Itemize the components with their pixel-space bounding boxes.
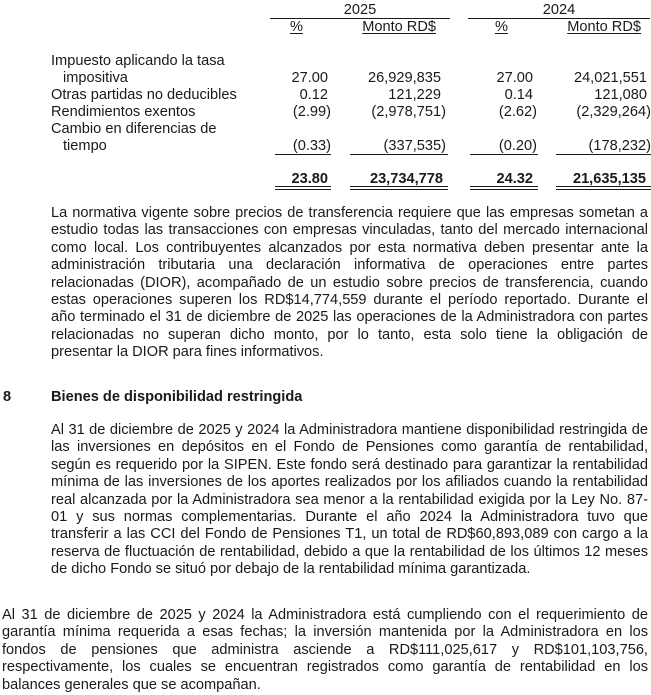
cell-amount-2024: 121,080 (594, 87, 647, 103)
cell-amount-2025: (2,978,751) (371, 104, 446, 120)
total-rule (556, 186, 651, 187)
cell-pct-2025: 0.12 (299, 87, 328, 103)
total-rule (275, 189, 331, 190)
total-pct-2024: 24.32 (496, 171, 533, 187)
col-header-amount-2024: Monto RD$ (567, 19, 641, 35)
cell-amount-2024: 24,021,551 (573, 70, 647, 86)
row-label: Otras partidas no deducibles (51, 87, 237, 103)
subtotal-rule (350, 154, 448, 155)
year-header-2025: 2025 (343, 2, 377, 18)
cell-pct-2025: 27.00 (291, 70, 328, 86)
year-header-2024: 2024 (542, 2, 576, 18)
cell-pct-2025: (0.33) (292, 138, 331, 154)
restricted-assets-paragraph: Al 31 de diciembre de 2025 y 2024 la Administradora mantiene disponibilidad restringida de las inversiones en depósitos en el Fondo de Pensiones como garantía de rentabilidad, según es requerido por la SIPEN. Este fondo será destinado para garantizar la rentabilidad mínima de las inversiones de los aportes realizados por los afiliados cuando la rentabilidad real alcanzada por la Administradora sea menor a la rentabilidad exigida por la Ley No. 87-01 y sus normas complementarias. Durante el año 2024 la Administradora tuvo que transferir a las CCI del Fondo de Pensiones T1, un total de RD$60,893,089 con cargo a la reserva de fluctuación de rentabilidad, debido a que la rentabilidad de los últimos 12 meses de dicho Fondo se situó por debajo de la rentabilidad mínima garantizada. (51, 422, 648, 578)
cell-pct-2024: 27.00 (496, 70, 533, 86)
total-amount-2024: 21,635,135 (572, 171, 646, 187)
cell-amount-2024: (2,329,264) (576, 104, 651, 120)
total-amount-2025: 23,734,778 (369, 171, 443, 187)
subtotal-rule (470, 154, 538, 155)
minimum-guarantee-paragraph: Al 31 de diciembre de 2025 y 2024 la Administradora está cumpliendo con el requerimiento de garantía mínima requerida a esas fechas; la inversión mantenida por la Administradora en los fondos de pensiones que administra asciende a RD$111,025,617 y RD$101,103,756, respectivamente, los cuales se encuentran registrados como garantía de rentabilidad en los balances generales que se acompañan. (2, 607, 648, 693)
cell-pct-2024: 0.14 (504, 87, 533, 103)
section-title: Bienes de disponibilidad restringida (51, 389, 303, 405)
total-rule (470, 189, 538, 190)
col-header-amount-2025: Monto RD$ (362, 19, 436, 35)
cell-amount-2024: (178,232) (588, 138, 651, 154)
row-label: Rendimientos exentos (51, 104, 196, 120)
row-label-cont: tiempo (63, 138, 107, 154)
total-rule (350, 186, 448, 187)
subtotal-rule (275, 154, 331, 155)
row-label-cont: impositiva (63, 70, 128, 86)
subtotal-rule (556, 154, 651, 155)
cell-amount-2025: (337,535) (383, 138, 446, 154)
total-rule (556, 189, 651, 190)
col-header-pct-2025: % (290, 19, 303, 35)
cell-amount-2025: 26,929,835 (367, 70, 441, 86)
section-number: 8 (3, 389, 12, 405)
cell-pct-2024: (2.62) (498, 104, 537, 120)
transfer-pricing-paragraph: La normativa vigente sobre precios de transferencia requiere que las empresas sometan a estudio todas las transacciones con empresas vinculadas, tanto del mercado internacional como local. Los contribuyentes alcanzados por esta normativa deben presentar ante la administración tributaria una declaración informativa de operaciones entre partes relacionadas (DIOR), acompañado de un estudio sobre precios de transferencia, cuando estas operaciones superen los RD$14,774,559 durante el período reportado. Durante el año terminado el 31 de diciembre de 2025 las operaciones de la Administradora con partes relacionadas no superan dicho monto, por lo tanto, esta solo tiene la obligación de presentar la DIOR para fines informativos. (51, 205, 648, 361)
cell-pct-2025: (2.99) (292, 104, 331, 120)
total-rule (470, 186, 538, 187)
cell-pct-2024: (0.20) (498, 138, 537, 154)
row-label: Impuesto aplicando la tasa (51, 53, 225, 69)
cell-amount-2025: 121,229 (388, 87, 441, 103)
total-rule (350, 189, 448, 190)
total-rule (275, 186, 331, 187)
total-pct-2025: 23.80 (291, 171, 328, 187)
row-label: Cambio en diferencias de (51, 121, 217, 137)
col-header-pct-2024: % (495, 19, 508, 35)
